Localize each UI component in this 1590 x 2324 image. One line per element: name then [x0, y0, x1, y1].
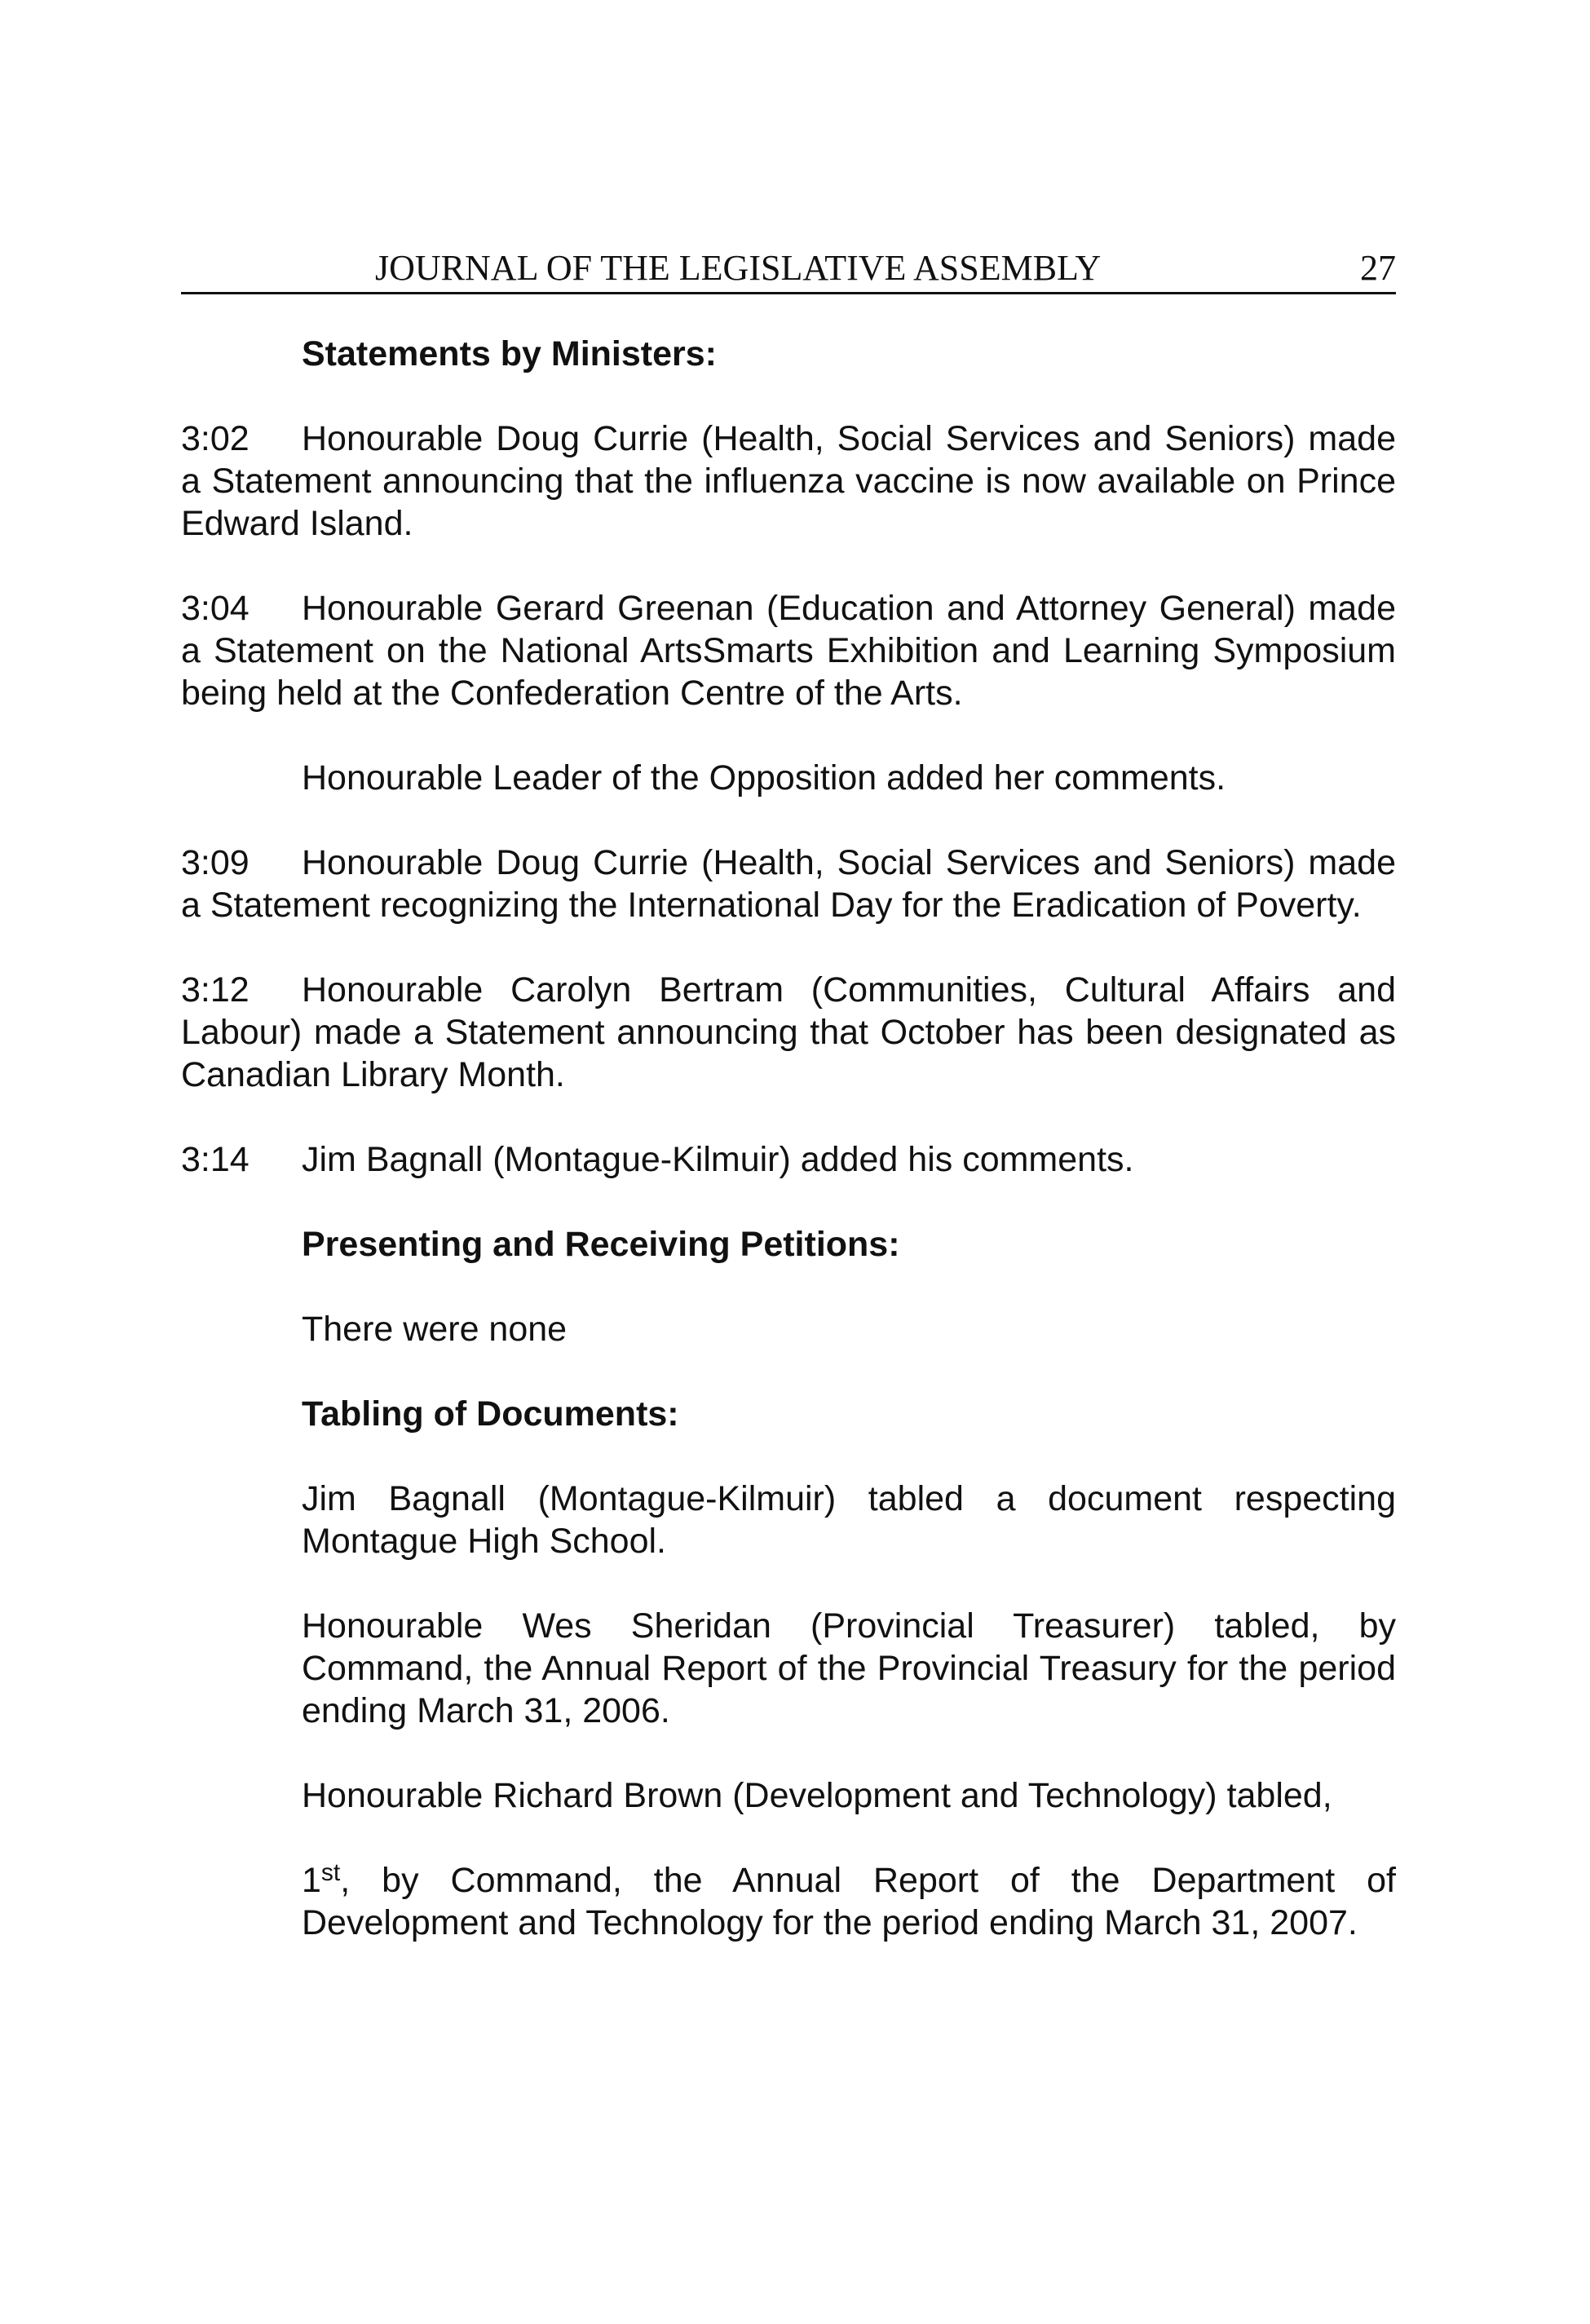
item-number: 1 [302, 1861, 321, 1900]
statement-entry [181, 842, 1396, 926]
tabling-item [302, 1859, 1396, 1944]
page-number: 27 [1360, 248, 1396, 288]
entry-text: Honourable Carolyn Bertram (Communities, Cultural Affairs and Labour) made a Statement announcing that October has been designated as Canadian Library Month. [181, 970, 1396, 1094]
statement-entry [181, 969, 1396, 1096]
section-heading-tabling: Tabling of Documents: [302, 1394, 679, 1434]
entry-time: 3:09 [181, 843, 250, 882]
entry-text: Honourable Doug Currie (Health, Social Services and Seniors) made a Statement recognizing the International Day for the Eradication of Poverty. [181, 843, 1396, 925]
item-text: , by Command, the Annual Report of the Department of Development and Technology for the period ending March 31, 2007. [302, 1861, 1396, 1942]
statement-entry [181, 587, 1396, 714]
entry-text: Jim Bagnall (Montague-Kilmuir) added his comments. [302, 1140, 1134, 1179]
tabling-paragraph: Honourable Richard Brown (Development and Technology) tabled, [302, 1776, 1332, 1815]
item-ordinal-suffix: st [320, 1859, 341, 1886]
entry-time: 3:04 [181, 589, 250, 628]
journal-content [181, 333, 1396, 1944]
statement-entry [181, 418, 1396, 545]
entry-text: Honourable Gerard Greenan (Education and Attorney General) made a Statement on the National ArtsSmarts Exhibition and Learning Symposium being held at the Confederation Centre of the Arts. [181, 589, 1396, 713]
entry-time: 3:12 [181, 970, 250, 1010]
section-heading-petitions: Presenting and Receiving Petitions: [302, 1225, 900, 1264]
section-heading-statements: Statements by Ministers: [302, 334, 717, 373]
tabling-paragraph: Honourable Wes Sheridan (Provincial Treasurer) tabled, by Command, the Annual Report of the Provincial Treasury for the period ending March 31, 2006. [302, 1606, 1396, 1730]
tabling-paragraph: Jim Bagnall (Montague-Kilmuir) tabled a document respecting Montague High School. [302, 1479, 1396, 1561]
statement-comment [302, 757, 1396, 799]
entry-time: 3:14 [181, 1140, 250, 1179]
statement-entry [181, 1138, 1396, 1181]
running-header [181, 245, 1396, 294]
entry-time: 3:02 [181, 419, 250, 458]
comment-text: Honourable Leader of the Opposition added her comments. [302, 758, 1226, 797]
entry-text: Honourable Doug Currie (Health, Social Services and Seniors) made a Statement announcing that the influenza vaccine is now available on Prince Edward Island. [181, 419, 1396, 543]
petitions-text: There were none [302, 1310, 568, 1349]
journal-title: JOURNAL OF THE LEGISLATIVE ASSEMBLY [375, 248, 1102, 288]
